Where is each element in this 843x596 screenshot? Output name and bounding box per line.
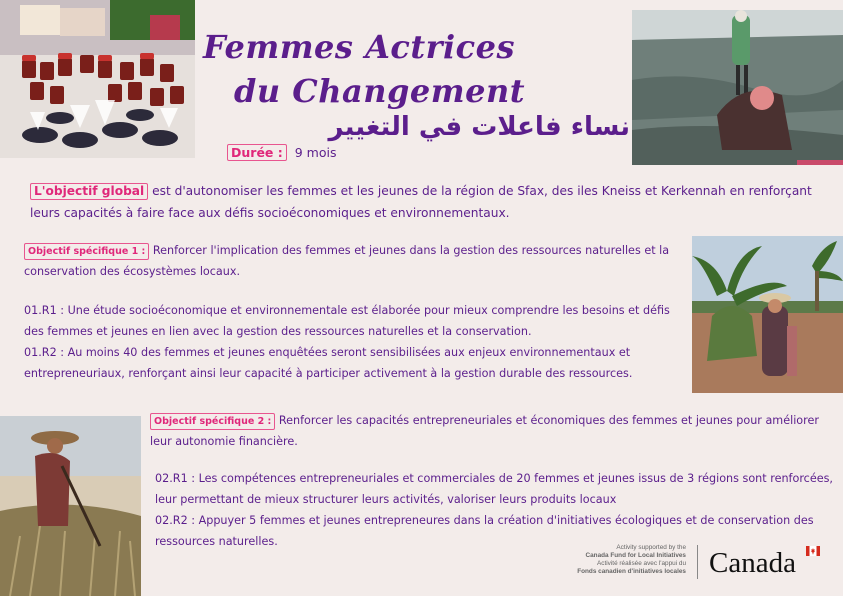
photo-woman-field (0, 416, 141, 596)
photo-women-wetland (632, 10, 843, 165)
objective-2-label: Objectif spécifique 2 : (150, 413, 275, 430)
canada-wordmark: Canada (709, 547, 796, 579)
funder-en-line-1: Activity supported by the (616, 544, 686, 551)
objective-2-result-1: 02.R1 : Les compétences entrepreneuriales et commerciales de 20 femmes et jeunes issus de 3 régions sont renforcées, leur permettant de mieux structurer leurs activités, valoriser leurs produits locaux (155, 472, 833, 506)
global-objective-label: L'objectif global (30, 183, 148, 200)
objective-2 (150, 410, 832, 452)
objective-1-result-1: 01.R1 : Une étude socioéconomique et environnementale est élaborée pour mieux comprendre les besoins et défis des femmes et jeunes en lien avec la gestion des ressources naturelles et la conservation. (24, 304, 670, 338)
objective-1-result-2: 01.R2 : Au moins 40 des femmes et jeunes enquêtées seront sensibilisées aux enjeux environnementaux et entrepreneuriaux, renforçant ainsi leur capacité à participer activement à la gestion durable des ressources. (24, 346, 633, 380)
title-line-2: du Changement (234, 72, 526, 110)
objective-1-label: Objectif spécifique 1 : (24, 243, 149, 260)
funder-fr-line-2: Fonds canadien d'initiatives locales (577, 567, 686, 575)
funder-fr-line-1: Activité réalisée avec l'appui du (597, 560, 686, 568)
funder-text (560, 544, 686, 575)
duration-value: 9 mois (294, 145, 337, 160)
canada-flag-icon (806, 546, 820, 556)
objective-2-result-2: 02.R2 : Appuyer 5 femmes et jeunes entrepreneures dans la création d'initiatives écologiques et de conservation des ressources naturelles. (155, 514, 814, 548)
objective-1-text: Renforcer l'implication des femmes et jeunes dans la gestion des ressources naturelles et la conservation des écosystèmes locaux. (24, 244, 670, 278)
funder-en-line-2: Canada Fund for Local Initiatives (585, 551, 686, 559)
duration (227, 144, 336, 161)
objective-2-text: Renforcer les capacités entrepreneuriales et économiques des femmes et jeunes pour améliorer leur autonomie financière. (150, 414, 819, 448)
title-arabic: نساء فاعلات في التغيير (328, 112, 630, 142)
objective-1 (24, 240, 690, 282)
title-line-1: Femmes Actrices (203, 28, 516, 66)
photo-market-products (0, 0, 195, 158)
photo-woman-palm (692, 236, 843, 393)
global-objective-text: est d'autonomiser les femmes et les jeunes de la région de Sfax, des iles Kneiss et Kerkennah en renforçant leurs capacités à faire face aux défis socioéconomiques et environnementaux. (30, 184, 812, 220)
global-objective (30, 180, 830, 224)
duration-label: Durée : (227, 144, 287, 161)
funder-divider (697, 545, 698, 579)
